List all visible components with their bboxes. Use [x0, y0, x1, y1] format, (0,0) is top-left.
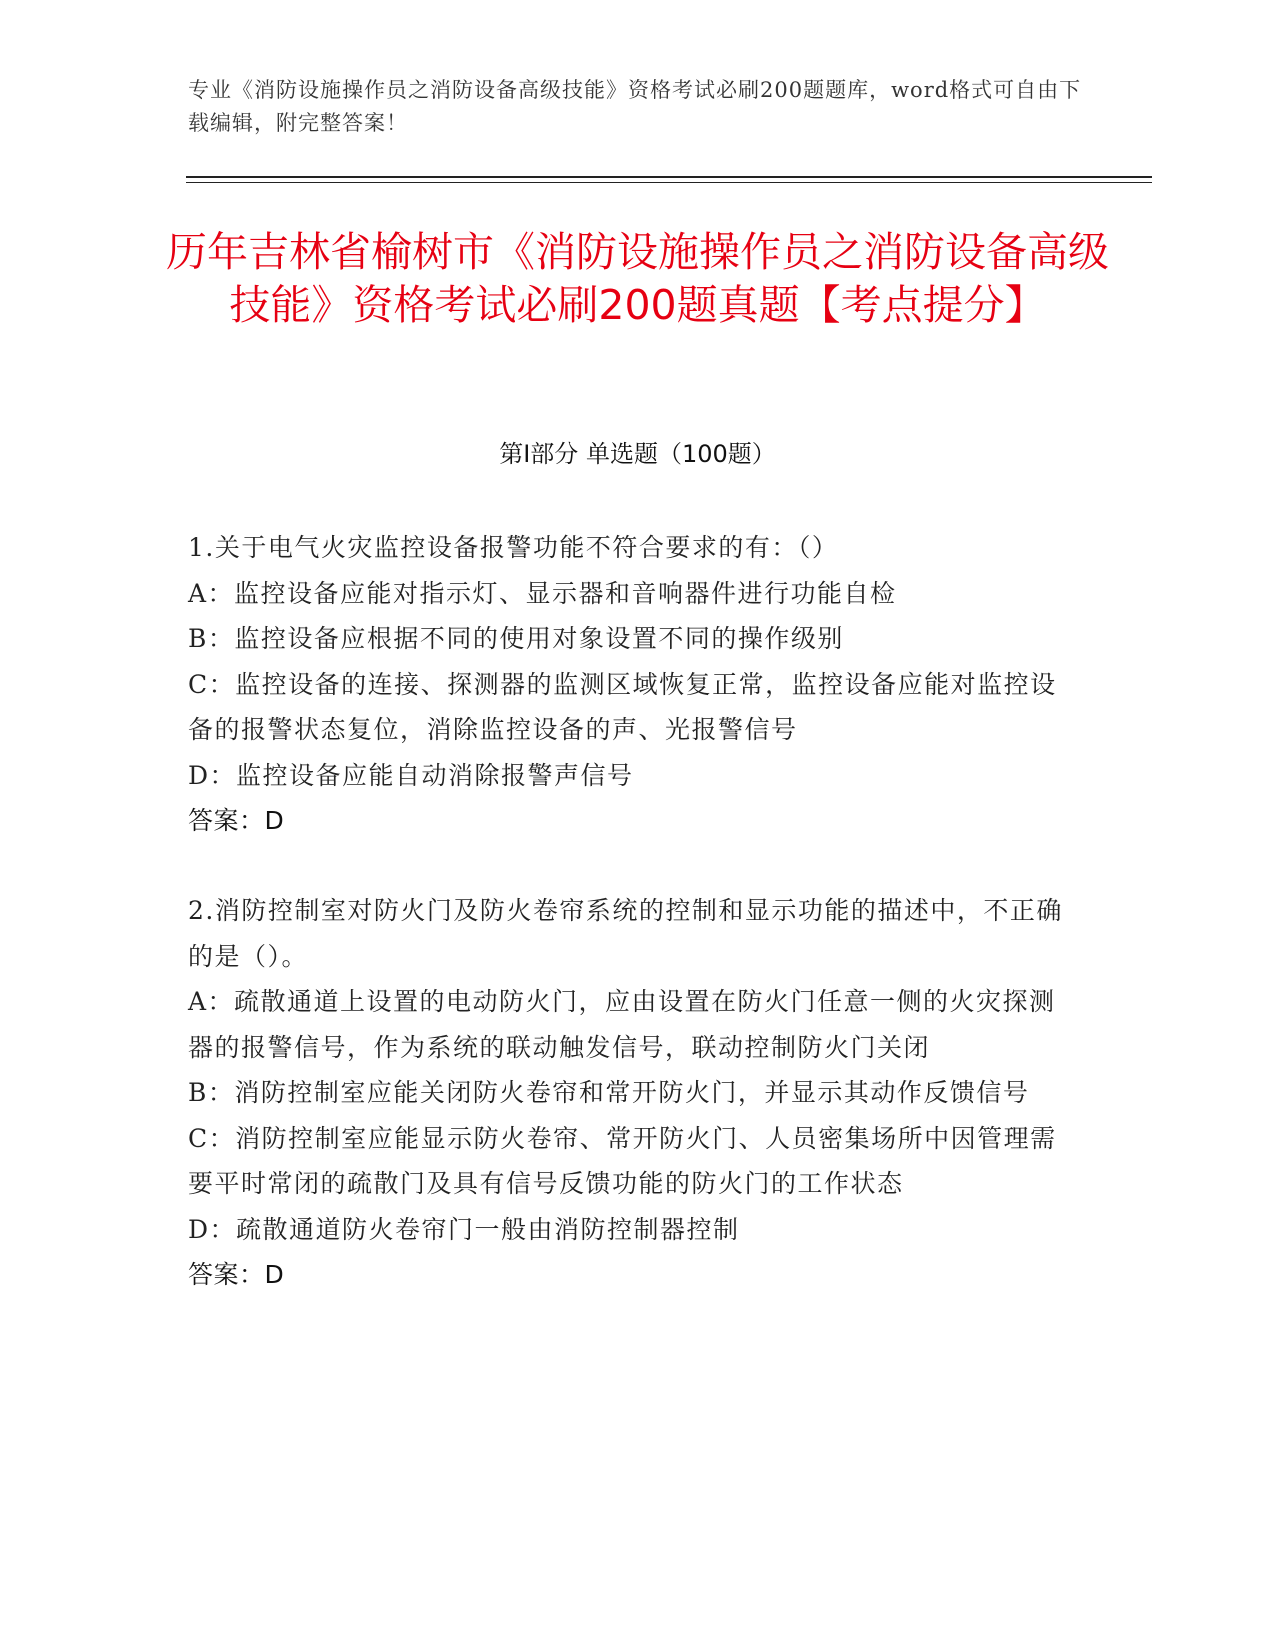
option-d: D：疏散通道防火卷帘门一般由消防控制器控制	[188, 1214, 740, 1244]
option-b: B：监控设备应根据不同的使用对象设置不同的操作级别	[188, 624, 844, 653]
document-title: 历年吉林省榆树市《消防设施操作员之消防设备高级技能》资格考试必刷200题真题【考点提分】	[166, 228, 1109, 329]
question-stem: 2.消防控制室对防火门及防火卷帘系统的控制和显示功能的描述中，不正确的是（）。	[188, 896, 1063, 971]
option-a: A：疏散通道上设置的电动防火门，应由设置在防火门任意一侧的火灾探测器的报警信号，作为系统的联动触发信号，联动控制防火门关闭	[188, 987, 1056, 1062]
answer: 答案：D	[188, 806, 285, 835]
option-d: D：监控设备应能自动消除报警声信号	[188, 760, 634, 790]
header-note: 专业《消防设施操作员之消防设备高级技能》资格考试必刷200题题库，word格式可自由下载编辑，附完整答案！	[188, 78, 1082, 135]
header-divider-thick	[186, 176, 1152, 178]
question-1	[188, 525, 1078, 844]
option-a: A：监控设备应能对指示灯、显示器和音响器件进行功能自检	[188, 578, 897, 608]
option-c: C：消防控制室应能显示防火卷帘、常开防火门、人员密集场所中因管理需要平时常闭的疏散门及具有信号反馈功能的防火门的工作状态	[188, 1123, 1057, 1198]
header-divider-thin	[186, 182, 1152, 183]
question-stem: 1.关于电气火灾监控设备报警功能不符合要求的有：（）	[188, 533, 839, 562]
option-b: B：消防控制室应能关闭防火卷帘和常开防火门，并显示其动作反馈信号	[188, 1078, 1030, 1107]
option-c: C：监控设备的连接、探测器的监测区域恢复正常，监控设备应能对监控设备的报警状态复位，消除监控设备的声、光报警信号	[188, 669, 1057, 744]
question-2	[188, 888, 1078, 1298]
section-title: 第Ⅰ部分 单选题（100题）	[499, 440, 776, 468]
answer: 答案：D	[188, 1260, 285, 1289]
